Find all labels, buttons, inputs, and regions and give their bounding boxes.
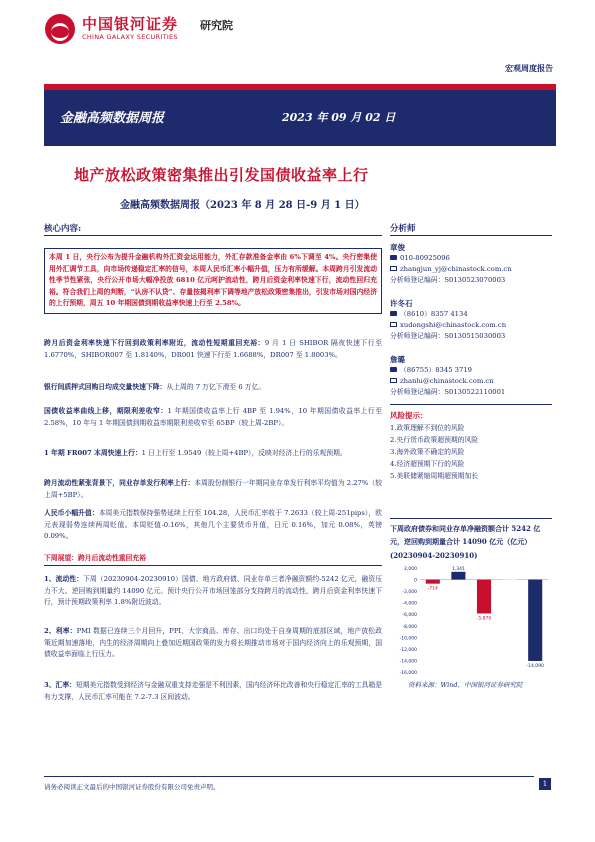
- main-title: 地产放松政策密集推出引发国债收益率上行: [74, 166, 369, 184]
- banner-title: 金融高频数据周报: [60, 111, 165, 126]
- y-tick-label: 0: [414, 578, 417, 584]
- risk-item: 1.政策理解不到位的风险: [390, 424, 465, 432]
- analyst-phone: 010-80925096: [400, 254, 450, 262]
- logo-subtitle: 研究院: [200, 19, 233, 32]
- analyst-card: [390, 298, 552, 342]
- y-tick-label: -8,000: [402, 624, 417, 630]
- outlook-liquidity: 1、流动性：下周（20230904-20230910）国债、地方政府债、同业存单三者净融资额约-5242 亿元，融资压力不大。逆回购到期量约 14090 亿元。预计央行公开市场回笼部分支持跨月的流动性，跨月后资金利率快速下行，预计预期政策利率 1.8%附近波动。: [44, 575, 382, 606]
- analyst-card: [390, 242, 552, 286]
- phone-icon: [390, 311, 397, 316]
- analyst-email[interactable]: xudongshi@chinastock.com.cn: [400, 321, 507, 329]
- analyst-label: 分析师: [390, 224, 416, 234]
- risk-item: 2.央行货币政策超预期的风险: [390, 436, 479, 444]
- bar-data-label: -5,870: [476, 616, 492, 622]
- bar-data-label: -14,090: [526, 663, 544, 669]
- analyst-name: 许冬石: [390, 299, 413, 308]
- paragraph-yield: 国债收益率曲线上移，期限利差收窄：1 年期国债收益率上行 4BP 至 1.94%，10 年期国债收益率上行至 2.58%，10 年与 1 年期国债到期收益率期限利差收窄至 65BP（较上周-2BP）。: [44, 407, 383, 427]
- paragraph-liquidity: 跨月后资金利率快速下行回到政策利率附近，流动性短期重回充裕：9 月 1 日 SHIBOR 隔夜快速下行至 1.6770%，SHIBOR007 至 1.8140%，DR001 快速下行至 1.6688%，DR007 至 1.8003%。: [44, 339, 382, 359]
- outlook-fx: 3、汇率：短期美元指数受到经济与金融双重支持走强是不利因素，国内经济环比改善和央行稳定汇率的工具箱是有力支撑，人民币汇率可能在 7.2-7.3 区间波动。: [44, 681, 383, 701]
- paragraph-fr007: 1 年期 FR007 本周快速上行：1 日上行至 1.9549（较上周+4BP），反映对经济上行的乐观预期。: [44, 449, 347, 457]
- y-tick-label: -14,000: [399, 659, 417, 665]
- core-label: 核心内容:: [44, 224, 82, 234]
- analyst-email[interactable]: zhanlu@chinastock.com.cn: [400, 377, 494, 385]
- y-tick-label: -12,000: [399, 647, 417, 653]
- bar: [426, 580, 440, 584]
- logo-name: 中国银河证券: [82, 15, 179, 33]
- phone-icon: [390, 367, 397, 372]
- paragraph-ncd: 跨月流动性紧张背景下，同业存单发行利率上行：本周股份制银行一年期同业存单发行利率平均值为 2.27%（较上周+5BP）。: [44, 479, 382, 499]
- paragraph-fx: 人民币小幅升值：本周美元指数保持强势延续上行至 104.28，人民币汇率收于 7.2633（较上周-251pips），欧元表现弱势连续两周贬值。本周贬值-0.16%，其他几个主要货币升值，日元 0.16%，加元 0.08%，英镑 0.09%。: [44, 509, 383, 540]
- logo-english: CHINA GALAXY SECURITIES: [82, 33, 178, 41]
- divider: [44, 235, 382, 236]
- analyst-reg: 分析师登记编码：S0130523070003: [390, 276, 506, 284]
- y-tick-label: -2,000: [402, 590, 417, 596]
- mail-icon: [390, 266, 397, 271]
- risk-title: 风险提示：: [390, 411, 428, 420]
- risk-item: 4.经济超预期下行的风险: [390, 460, 465, 468]
- y-tick-label: -16,000: [399, 671, 417, 676]
- intro-highlight: 本周 1 日，央行公布为提升金融机构外汇资金运用能力，外汇存款准备金率由 6%下调至 4%。: [49, 253, 343, 261]
- banner-date: 2023 年 09 月 02 日: [282, 111, 396, 124]
- chart-date-range: (20230904-20230910): [390, 551, 478, 560]
- page-number: 1: [539, 778, 551, 790]
- bar: [528, 580, 542, 661]
- paragraph-repo: 银行间质押式回购日均成交量快速下降：从上周的 7 万亿下滑至 6 万亿。: [44, 383, 266, 391]
- analyst-reg: 分析师登记编码：S0130515030003: [390, 332, 506, 340]
- phone-icon: [390, 255, 397, 260]
- divider: [390, 235, 552, 236]
- risk-item: 3.海外政策不确定的风险: [390, 448, 465, 456]
- bar: [503, 580, 517, 661]
- mail-icon: [390, 378, 397, 383]
- mail-icon: [390, 322, 397, 327]
- y-tick-label: -4,000: [402, 601, 417, 607]
- chart-caption: 下周政府债券和同业存单净融资额合计 5242 亿元，逆回购到期量合计 14090 亿元（亿元）: [390, 524, 541, 546]
- analyst-email[interactable]: zhangjun_yj@chinastock.com.cn: [400, 265, 512, 273]
- y-tick-label: -10,000: [399, 636, 417, 642]
- footer-divider: [44, 776, 534, 777]
- outlook-rates: 2、利率：PMI 数据已连续三个月回升，PPI、大宗商品、库存、出口均处于自身周期的底部区域，地产放松政策近期加速落地，内生的经济周期向上叠加近期国政策的发力将长期推动市场对于国内经济向上的乐观预期，国债收益率面临上行压力。: [44, 627, 382, 658]
- bar: [477, 580, 491, 614]
- banner-accent: [44, 84, 556, 90]
- footer-disclaimer: 请务必阅读正文最后的中国银河证券股份有限公司免责声明。: [44, 783, 220, 791]
- chart-source: 资料来源：Wind、中国银河证券研究院: [408, 681, 523, 689]
- bar-data-label: -714: [427, 586, 438, 592]
- analyst-name: 章俊: [390, 243, 405, 252]
- intro-text: 央行密集使用外汇调节工具，向市场传递稳定汇率的信号，本周人民币汇率小幅升值，压力有所缓解。本周跨月引发流动性季节性紧张，央行公开市场大幅净投放 6810 亿元呵护流动性，跨月后资金利率快速下行，流动性回归充裕。符合我们上周的判断，“认房不认贷”、存量按揭利率下调等地产放松政策密集推出，引发市场对国内经济的上行预期，周五 10 年期国债到期收益率快速上行至 2.58%。: [49, 253, 377, 307]
- outlook-heading: 下周展望：跨月后流动性重回充裕: [44, 553, 382, 566]
- analyst-reg: 分析师登记编码：S0130522110001: [390, 388, 506, 396]
- net-financing-chart: [390, 562, 552, 678]
- sub-title: 金融高频数据周报（2023 年 8 月 28 日-9 月 1 日）: [120, 200, 365, 211]
- divider: [390, 518, 552, 519]
- intro-box: [44, 248, 382, 314]
- analyst-name: 詹璐: [390, 355, 405, 364]
- analyst-phone: （8610）8357 4134: [400, 310, 468, 318]
- bar: [451, 572, 465, 580]
- risk-item: 5.美联储紧缩周期超预期加长: [390, 472, 479, 480]
- divider: [390, 404, 552, 405]
- galaxy-logo-icon: [45, 14, 75, 44]
- risk-list: [390, 422, 552, 482]
- report-type: 宏观周度报告: [505, 63, 553, 73]
- analyst-phone: （86755）8345 3719: [400, 366, 472, 374]
- analyst-card: [390, 354, 552, 398]
- y-tick-label: -6,000: [402, 613, 417, 619]
- bar-data-label: 1,341: [451, 566, 465, 572]
- y-tick-label: 2,000: [404, 567, 417, 572]
